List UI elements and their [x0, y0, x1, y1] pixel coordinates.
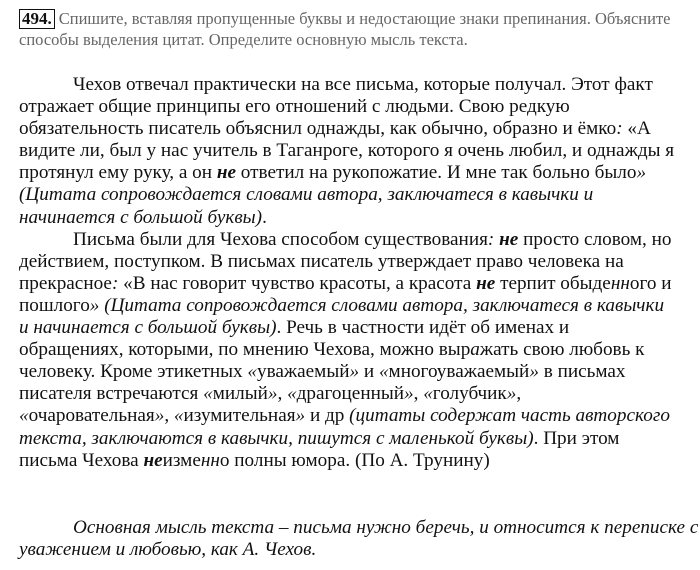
highlighted-segment: нн — [610, 272, 630, 294]
text-line — [19, 273, 699, 295]
highlighted-segment: « — [173, 405, 184, 427]
text-segment: действием, поступком. В письмах писатель утверждает право человека на — [19, 250, 624, 272]
text-segment: уважаемый — [256, 361, 350, 383]
text-segment: изме — [162, 449, 201, 471]
text-segment: . При этом — [533, 427, 620, 449]
highlighted-segment: не — [476, 272, 496, 294]
text-segment: , — [516, 383, 522, 405]
text-line — [19, 383, 699, 405]
task-instruction-line-2: способы выделения цитат. Определите основную мысль текста. — [19, 30, 468, 49]
text-segment: , — [164, 405, 174, 427]
text-segment: «А — [622, 118, 651, 140]
text-segment: многоуважаемый — [388, 361, 530, 383]
text-segment: , — [413, 383, 424, 405]
text-line — [19, 118, 699, 140]
text-segment: Чехов отвечал практически на все письма, которые получал. Этот факт — [73, 74, 653, 95]
text-segment: протянул ему руку, а он — [19, 162, 217, 184]
highlighted-segment: » — [506, 383, 517, 405]
text-segment: милый — [212, 383, 268, 405]
text-segment: драгоценный — [296, 383, 405, 405]
text-segment: «В нас говорит чувство красоты, а красота — [118, 272, 477, 294]
highlighted-segment: « — [203, 383, 213, 405]
text-segment: прекрасное — [19, 272, 112, 294]
text-segment: жать свою любовь к — [479, 339, 645, 361]
text-segment: голубчик — [432, 383, 507, 405]
text-segment: просто словом, но — [518, 228, 672, 250]
highlighted-segment: » (Цитата сопровождается словами автора, заключатеся в кавычки — [89, 294, 665, 316]
text-segment: ответил на рукопожатие. И мне так больно было — [236, 162, 637, 184]
text-line — [19, 450, 699, 472]
text-line — [19, 339, 699, 361]
text-segment: человеку. Кроме этикетных — [19, 361, 248, 383]
highlighted-segment: нн — [200, 449, 220, 471]
highlighted-segment: не — [143, 449, 163, 471]
highlighted-segment: не — [499, 228, 519, 250]
task-number-badge: 494. — [19, 9, 55, 29]
highlighted-segment: : — [487, 228, 495, 250]
highlighted-segment: » — [267, 383, 278, 405]
text-line — [19, 295, 699, 317]
highlighted-segment: (цитаты содержат часть авторского — [349, 405, 670, 427]
text-segment: Письма были для Чехова способом существования — [73, 228, 488, 250]
highlighted-segment: « — [287, 383, 297, 405]
task-instruction-text: Спишите, вставляя пропущенные буквы и недостающие знаки препинания. Объясните — [58, 9, 671, 28]
highlighted-segment: : — [616, 118, 623, 140]
highlighted-segment: начинается с большой буквы) — [19, 206, 263, 228]
text-segment: в письмах — [538, 361, 626, 383]
text-segment: видите ли, был у нас учитель в Таганроге, которого я очень любил, и однажды я — [19, 140, 675, 162]
highlighted-segment: (Цитата сопровождается словами автора, заключатеся в кавычки и — [19, 184, 594, 206]
text-line — [19, 207, 699, 229]
text-line — [19, 428, 699, 450]
paragraph-first-line — [19, 229, 699, 251]
highlighted-segment: » — [404, 383, 414, 405]
text-segment: о полны юмора. (По А. Трунину) — [219, 449, 490, 471]
conclusion-line: уважением и любовью, как А. Чехов. — [19, 539, 317, 561]
exercise-text — [19, 74, 699, 472]
text-segment: писателя встречаются — [19, 383, 204, 405]
text-segment: письма Чехова — [19, 449, 144, 471]
text-segment: и — [359, 361, 379, 383]
highlighted-segment: » — [154, 405, 165, 427]
text-segment: изумительная — [183, 405, 296, 427]
highlighted-segment: « — [423, 383, 433, 405]
text-segment: и др — [305, 405, 350, 427]
highlighted-segment: » — [636, 162, 647, 184]
text-segment: отражает общие принципы его отношений с людьми. Свою редкую — [19, 96, 570, 118]
main-idea-conclusion — [19, 517, 699, 561]
highlighted-segment: » — [349, 361, 360, 383]
text-line — [19, 317, 699, 339]
text-line — [19, 96, 699, 118]
text-line — [19, 251, 699, 273]
text-segment: очаровательная — [28, 405, 155, 427]
text-segment: . Речь в частности идёт об именах и — [276, 317, 570, 339]
paragraph-first-line — [19, 74, 699, 96]
text-segment: обращениях, которыми, по мнению Чехова, можно выр — [19, 339, 471, 361]
highlighted-segment: не — [216, 162, 236, 184]
task-header — [19, 8, 689, 50]
highlighted-segment: и начинается с большой буквы) — [19, 317, 277, 339]
highlighted-segment: » — [295, 405, 306, 427]
text-line — [19, 140, 699, 162]
text-segment: пошлого — [19, 294, 90, 316]
text-segment: ого и — [629, 272, 672, 294]
text-line — [19, 162, 699, 184]
highlighted-segment: « — [378, 361, 389, 383]
text-segment: терпит обыде — [495, 272, 611, 294]
highlighted-segment: « — [19, 405, 29, 427]
text-segment: . — [262, 206, 267, 228]
text-line — [19, 184, 699, 206]
text-segment: обязательность писатель объяснил однажды, как обычно, образно и ёмко — [19, 118, 617, 140]
highlighted-segment: текста, заключаются в кавычки, пишутся с маленькой буквы) — [19, 427, 534, 449]
highlighted-segment: « — [247, 361, 257, 383]
highlighted-segment: : — [111, 272, 119, 294]
text-segment: , — [277, 383, 288, 405]
text-line — [19, 405, 699, 427]
text-line — [19, 361, 699, 383]
highlighted-segment: » — [529, 361, 539, 383]
highlighted-segment: а — [470, 339, 480, 361]
conclusion-line: Основная мысль текста – письма нужно беречь, и относится к переписке с — [73, 517, 699, 538]
task-instruction-line-1 — [19, 8, 689, 29]
